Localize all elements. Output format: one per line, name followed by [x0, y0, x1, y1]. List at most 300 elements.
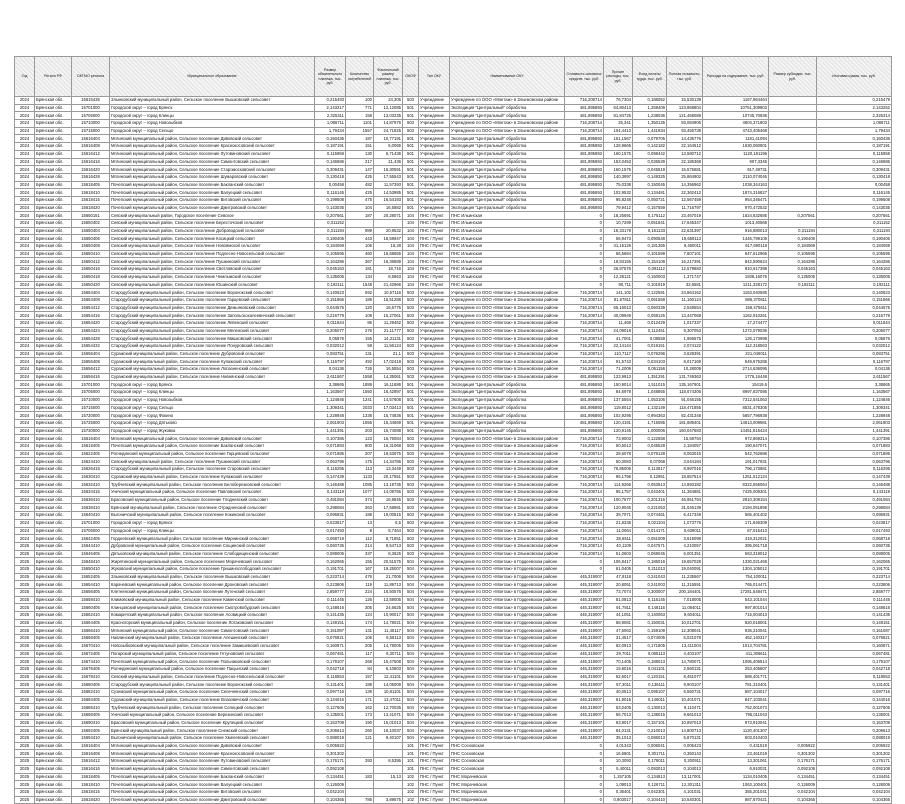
table-cell[interactable]: 2024	[15, 97, 35, 105]
table-cell[interactable]: 481,895893	[565, 112, 604, 120]
table-cell[interactable]: 716,208714	[565, 512, 604, 520]
table-row[interactable]	[15, 589, 892, 597]
table-cell[interactable]: 1077	[346, 489, 374, 497]
table-cell[interactable]: 7,018005	[667, 596, 703, 604]
table-cell[interactable]: Учреждение	[419, 727, 450, 735]
table-cell[interactable]: 15644410	[72, 542, 110, 550]
table-cell[interactable]: 2025	[15, 796, 35, 804]
table-cell[interactable]: Учреждение	[419, 97, 450, 105]
table-cell[interactable]: 481,895893	[565, 166, 604, 174]
table-cell[interactable]: 2025	[15, 650, 35, 658]
column-header[interactable]: ОКОФ	[403, 57, 419, 97]
table-cell[interactable]: Учреждение по ООО «Монтаж» в Злынковском районе	[450, 296, 565, 304]
table-cell[interactable]: 2110,074046	[703, 173, 769, 181]
table-cell[interactable]: Почепский муниципальный район, Сельское поселение Дмитровский сельсовет	[110, 796, 315, 804]
table-cell[interactable]: 716,208714	[565, 473, 604, 481]
table-cell[interactable]: 187	[346, 212, 374, 220]
table-cell[interactable]: 0,311152	[315, 220, 346, 228]
table-cell[interactable]: 9,307053	[667, 327, 703, 335]
table-cell[interactable]: 84,6978	[604, 389, 633, 397]
table-cell[interactable]: 1557	[346, 127, 374, 135]
table-cell[interactable]: 2024	[15, 358, 35, 366]
table-cell[interactable]: 190,647071	[703, 442, 769, 450]
table-cell[interactable]: 15672405	[72, 650, 110, 658]
table-cell[interactable]: 8,3625	[374, 550, 403, 558]
table-cell[interactable]: Клетнянский муниципальный район, Сельское поселение Лутенский сельсовет	[110, 589, 315, 597]
table-cell[interactable]: Брянская обл.	[35, 788, 72, 796]
table-cell[interactable]: 6,417349	[667, 512, 703, 520]
table-cell[interactable]: 13,03235	[374, 112, 403, 120]
table-cell[interactable]: Учреждение по ООО «Монтаж» в Злынковском районе	[450, 343, 565, 351]
table-cell[interactable]: 0,190406	[769, 235, 817, 243]
table-cell[interactable]: Брянская обл.	[35, 619, 72, 627]
table-cell[interactable]: 2025	[15, 704, 35, 712]
table-cell[interactable]: 503	[403, 296, 419, 304]
table-cell[interactable]: ПНС Ильинская	[450, 281, 565, 289]
table-cell[interactable]: 1167,964464	[703, 97, 769, 105]
table-cell[interactable]: 0,151087	[315, 627, 346, 635]
table-cell[interactable]: 126	[346, 596, 374, 604]
table-cell[interactable]: 2024	[15, 327, 35, 335]
table-cell[interactable]: 504	[403, 627, 419, 635]
table-cell[interactable]: Учреждение	[419, 496, 450, 504]
table-cell[interactable]: ПНС / Пункт	[419, 742, 450, 750]
table-cell[interactable]: 503	[403, 97, 419, 105]
table-cell[interactable]: Брянская обл.	[35, 496, 72, 504]
table-cell[interactable]: 0,111445	[817, 596, 892, 604]
table-cell[interactable]: ПНС / Пункт	[419, 281, 450, 289]
table-cell[interactable]: 2025	[15, 581, 35, 589]
table-cell[interactable]: 71,2009	[604, 366, 633, 374]
table-cell[interactable]	[769, 712, 817, 720]
table-cell[interactable]: 25,864902	[667, 173, 703, 181]
table-cell[interactable]: 7,607101	[667, 250, 703, 258]
table-cell[interactable]	[769, 373, 817, 381]
table-cell[interactable]: 76,85006	[604, 466, 633, 474]
table-cell[interactable]: 2,859777	[817, 589, 892, 597]
table-cell[interactable]: 0,069045	[633, 550, 667, 558]
table-cell[interactable]: 0,107386	[315, 435, 346, 443]
table-cell[interactable]: Брянская обл.	[35, 258, 72, 266]
table-cell[interactable]: Брянская обл.	[35, 681, 72, 689]
table-cell[interactable]: 0,065113	[633, 650, 667, 658]
table-cell[interactable]: 1,441391	[315, 427, 346, 435]
table-cell[interactable]: 158	[346, 112, 374, 120]
table-cell[interactable]: 0,005922	[769, 742, 817, 750]
table-cell[interactable]: 16,51288	[374, 296, 403, 304]
table-cell[interactable]: 0	[565, 281, 604, 289]
table-cell[interactable]: Брянская обл.	[35, 489, 72, 497]
table-cell[interactable]: Брянская обл.	[35, 604, 72, 612]
table-cell[interactable]: Мглинский муниципальный район, Сельское поселение Симонтовский сельсовет	[110, 765, 315, 773]
table-cell[interactable]: 0,074461	[633, 512, 667, 520]
table-cell[interactable]: 9,110471	[667, 704, 703, 712]
table-cell[interactable]: 0,098442	[633, 150, 667, 158]
table-cell[interactable]: Выгоничский муниципальный район, Сельское поселение Кокинский сельсовет	[110, 512, 315, 520]
table-cell[interactable]: 15638410	[72, 504, 110, 512]
table-row[interactable]	[15, 266, 892, 274]
table-cell[interactable]: 15,27061	[374, 312, 403, 320]
table-cell[interactable]: Стародубский муниципальный район, Сельское поселение Запольскохалеевичский сельсовет	[110, 312, 315, 320]
table-cell[interactable]: Брянская обл.	[35, 642, 72, 650]
table-cell[interactable]: Брянская обл.	[35, 304, 72, 312]
table-cell[interactable]: 15658410	[72, 596, 110, 604]
table-cell[interactable]: 0,199508	[817, 196, 892, 204]
table-cell[interactable]	[769, 189, 817, 197]
table-cell[interactable]	[769, 558, 817, 566]
table-cell[interactable]: 15654416	[72, 312, 110, 320]
table-cell[interactable]: 0,096931	[315, 512, 346, 520]
table-cell[interactable]: 1163,040585	[703, 289, 769, 297]
table-cell[interactable]: ПНС Ильинская	[450, 227, 565, 235]
table-cell[interactable]: 0,074005	[633, 635, 667, 643]
table-cell[interactable]: 0,176171	[315, 758, 346, 766]
table-cell[interactable]: 8322,556064	[703, 481, 769, 489]
table-cell[interactable]: Учреждение	[419, 573, 450, 581]
table-row[interactable]	[15, 773, 892, 781]
table-cell[interactable]: 0,093013	[633, 765, 667, 773]
table-cell[interactable]: 15720000	[72, 412, 110, 420]
table-cell[interactable]: 61,0405	[604, 565, 633, 573]
table-cell[interactable]: 8,30711	[374, 650, 403, 658]
table-cell[interactable]: 16,6775	[374, 304, 403, 312]
table-cell[interactable]: 0,350143	[667, 750, 703, 758]
table-cell[interactable]: 15674410	[72, 658, 110, 666]
table-cell[interactable]: 5,870131	[667, 735, 703, 743]
table-cell[interactable]	[769, 419, 817, 427]
table-cell[interactable]: Учреждение по ООО «Монтаж» в Гордеевском районе	[450, 596, 565, 604]
table-cell[interactable]: 445,319007	[565, 727, 604, 735]
table-cell[interactable]: 481,895893	[565, 204, 604, 212]
table-cell[interactable]: Экспедиция "Центральный" обработка	[450, 181, 565, 189]
table-cell[interactable]: 173	[346, 712, 374, 720]
table-cell[interactable]: Брянская обл.	[35, 558, 72, 566]
table-cell[interactable]: 147	[346, 166, 374, 174]
table-cell[interactable]: 1,956575	[667, 335, 703, 343]
table-cell[interactable]: 0,134481	[633, 189, 667, 197]
table-cell[interactable]: 16,28	[374, 243, 403, 251]
table-cell[interactable]: 504	[403, 596, 419, 604]
table-cell[interactable]: Суражский муниципальный район, Сельское поселение Нивнянский сельсовет	[110, 373, 315, 381]
table-cell[interactable]: ПНС Ильинская	[450, 258, 565, 266]
table-cell[interactable]: 481,895893	[565, 189, 604, 197]
table-cell[interactable]: 15725000	[72, 419, 110, 427]
table-cell[interactable]: 716,208714	[565, 97, 604, 105]
table-cell[interactable]: 2025	[15, 696, 35, 704]
table-cell[interactable]: 0,301302	[817, 750, 892, 758]
table-cell[interactable]: 2024	[15, 281, 35, 289]
table-row[interactable]	[15, 243, 892, 251]
table-cell[interactable]: 0,176171	[769, 758, 817, 766]
table-row[interactable]	[15, 143, 892, 151]
table-cell[interactable]: Учреждение по ООО «Монтаж» в Злынковском районе	[450, 535, 565, 543]
table-cell[interactable]	[769, 412, 817, 420]
table-cell[interactable]: 160,1575	[604, 166, 633, 174]
column-header[interactable]: Стоимость основных средств, тыс. руб.	[565, 57, 604, 97]
table-cell[interactable]: Брянская обл.	[35, 596, 72, 604]
table-cell[interactable]: 161,1567	[604, 135, 633, 143]
table-cell[interactable]: Учреждение	[419, 366, 450, 374]
table-cell[interactable]: 16,5882	[374, 204, 403, 212]
table-cell[interactable]: Злынковский муниципальный район, Сельское поселение Вышковский сельсовет	[110, 97, 315, 105]
table-cell[interactable]: 2024	[15, 404, 35, 412]
table-cell[interactable]: 15,575681	[667, 166, 703, 174]
table-cell[interactable]: 503	[403, 319, 419, 327]
table-cell[interactable]: 0,148616	[315, 604, 346, 612]
table-cell[interactable]: 104	[403, 273, 419, 281]
table-cell[interactable]: Брянская обл.	[35, 120, 72, 128]
table-cell[interactable]: 0,149151	[315, 619, 346, 627]
table-cell[interactable]: 716,208714	[565, 542, 604, 550]
table-cell[interactable]: 21,8335	[604, 519, 633, 527]
table-cell[interactable]: 617,690118	[703, 243, 769, 251]
table-cell[interactable]: 503	[403, 442, 419, 450]
table-cell[interactable]: 0,205077	[817, 327, 892, 335]
table-cell[interactable]: 2025	[15, 781, 35, 789]
table-cell[interactable]: 503	[403, 466, 419, 474]
table-cell[interactable]: 716,208714	[565, 327, 604, 335]
table-cell[interactable]: Учреждение	[419, 373, 450, 381]
table-cell[interactable]: Учреждение	[419, 719, 450, 727]
table-cell[interactable]: ПНС / Пункт	[419, 796, 450, 804]
table-cell[interactable]: 0	[565, 742, 604, 750]
table-cell[interactable]: Учреждение по ООО «Монтаж» в Гордеевском районе	[450, 658, 565, 666]
table-cell[interactable]: 716,208714	[565, 550, 604, 558]
table-cell[interactable]: 188	[346, 512, 374, 520]
table-cell[interactable]: 16,6801	[604, 750, 633, 758]
table-cell[interactable]: 24,71825	[374, 127, 403, 135]
table-row[interactable]	[15, 596, 892, 604]
column-header[interactable]: Фонд оплаты труда, тыс. руб.	[633, 57, 667, 97]
table-cell[interactable]: Учреждение	[419, 358, 450, 366]
table-cell[interactable]: 0,089005	[817, 550, 892, 558]
table-cell[interactable]: 120,9045	[604, 504, 633, 512]
table-cell[interactable]: 810,617398	[703, 266, 769, 274]
table-cell[interactable]: 1133	[346, 473, 374, 481]
table-cell[interactable]: 15654432	[72, 343, 110, 351]
table-cell[interactable]: 73,9003	[604, 435, 633, 443]
table-cell[interactable]: 15668405	[72, 635, 110, 643]
table-cell[interactable]: 0,059125	[633, 312, 667, 320]
table-cell[interactable]: 443	[346, 235, 374, 243]
table-cell[interactable]: 0,089005	[315, 550, 346, 558]
table-cell[interactable]: Брянская обл.	[35, 150, 72, 158]
table-cell[interactable]: 0,105595	[315, 250, 346, 258]
table-row[interactable]	[15, 735, 892, 743]
table-cell[interactable]: 21,7006	[374, 573, 403, 581]
table-cell[interactable]: 17,03413	[374, 404, 403, 412]
table-cell[interactable]: 0,083751	[817, 350, 892, 358]
table-cell[interactable]: 22,14144	[604, 343, 633, 351]
table-row[interactable]	[15, 220, 892, 228]
table-cell[interactable]: 0,223714	[817, 573, 892, 581]
table-cell[interactable]: 24,09018	[604, 327, 633, 335]
table-row[interactable]	[15, 442, 892, 450]
table-cell[interactable]: Брянская обл.	[35, 712, 72, 720]
table-cell[interactable]: 0,116295	[315, 466, 346, 474]
table-cell[interactable]: 123,9913	[604, 373, 633, 381]
table-cell[interactable]: 214	[346, 542, 374, 550]
table-cell[interactable]: 14,780071	[667, 658, 703, 666]
table-cell[interactable]: Стародубский муниципальный район, Сельское поселение Гарцевский сельсовет	[110, 296, 315, 304]
table-cell[interactable]: 90,711	[604, 281, 633, 289]
table-cell[interactable]: Учреждение	[419, 650, 450, 658]
table-cell[interactable]: 501	[403, 381, 419, 389]
table-cell[interactable]: Экспедиция "Центральный" обработка	[450, 396, 565, 404]
table-cell[interactable]: 0,206613	[817, 727, 892, 735]
table-cell[interactable]: 1,79434	[315, 127, 346, 135]
table-cell[interactable]: 47,5063	[604, 627, 633, 635]
table-cell[interactable]: 2024	[15, 527, 35, 535]
table-cell[interactable]: 17,02418	[374, 358, 403, 366]
table-cell[interactable]: 0,122591	[633, 289, 667, 297]
table-cell[interactable]: 972,869314	[703, 435, 769, 443]
table-cell[interactable]: 2024	[15, 512, 35, 520]
table-cell[interactable]: 38,6511	[604, 535, 633, 543]
table-cell[interactable]: 14,35061	[374, 373, 403, 381]
table-cell[interactable]: 2025	[15, 604, 35, 612]
table-cell[interactable]: 2024	[15, 243, 35, 251]
table-cell[interactable]: 217	[346, 158, 374, 166]
table-cell[interactable]: 0,067481	[315, 650, 346, 658]
table-cell[interactable]: 110,7117	[604, 350, 633, 358]
table-cell[interactable]: Учреждение	[419, 135, 450, 143]
table-cell[interactable]: Брянская обл.	[35, 442, 72, 450]
table-cell[interactable]: Учреждение по ООО «Монтаж» в Злынковском районе	[450, 127, 565, 135]
table-cell[interactable]: 207	[346, 450, 374, 458]
table-cell[interactable]: Учреждение	[419, 143, 450, 151]
table-cell[interactable]: Учреждение по ООО «Монтаж» в Гордеевском районе	[450, 727, 565, 735]
table-cell[interactable]	[346, 788, 374, 796]
table-cell[interactable]: 0,105595	[817, 250, 892, 258]
table-cell[interactable]: 2024	[15, 350, 35, 358]
table-cell[interactable]: 0,150031	[633, 619, 667, 627]
table-cell[interactable]	[769, 127, 817, 135]
table-cell[interactable]: 1162,910261	[703, 312, 769, 320]
table-cell[interactable]: 2033	[346, 404, 374, 412]
table-cell[interactable]: Брянская обл.	[35, 104, 72, 112]
table-cell[interactable]: 0	[565, 250, 604, 258]
table-cell[interactable]: 2025	[15, 688, 35, 696]
table-cell[interactable]: 15650412	[72, 258, 110, 266]
table-cell[interactable]: 0,126009	[315, 781, 346, 789]
table-cell[interactable]	[769, 535, 817, 543]
table-cell[interactable]: Учреждение по ООО «Монтаж» в Злынковском районе	[450, 442, 565, 450]
table-cell[interactable]: 1,053106	[633, 396, 667, 404]
table-cell[interactable]: 0,162065	[315, 558, 346, 566]
table-cell[interactable]: 0	[565, 781, 604, 789]
table-cell[interactable]	[769, 304, 817, 312]
table-cell[interactable]: 0,014171	[633, 527, 667, 535]
table-cell[interactable]: 2024	[15, 366, 35, 374]
table-cell[interactable]: 23,461019	[703, 750, 769, 758]
table-cell[interactable]: 2024	[15, 535, 35, 543]
table-cell[interactable]: 0,150436	[817, 135, 892, 143]
table-cell[interactable]: 0	[565, 773, 604, 781]
table-cell[interactable]: 1,073775	[667, 519, 703, 527]
table-row[interactable]	[15, 235, 892, 243]
table-cell[interactable]: 0,116295	[817, 466, 892, 474]
table-row[interactable]	[15, 173, 892, 181]
table-cell[interactable]: 2024	[15, 289, 35, 297]
table-cell[interactable]: 716,208714	[565, 296, 604, 304]
table-cell[interactable]: Брянская обл.	[35, 635, 72, 643]
table-row[interactable]	[15, 250, 892, 258]
table-cell[interactable]: Экспедиция "Центральный" обработка	[450, 427, 565, 435]
column-header[interactable]: Тип ОКУ	[419, 57, 450, 97]
table-cell[interactable]: Стародубский муниципальный район, Сельское поселение Меленский сельсовет	[110, 327, 315, 335]
table-cell[interactable]: Учреждение	[419, 504, 450, 512]
table-cell[interactable]: 200,184401	[667, 589, 703, 597]
table-row[interactable]	[15, 519, 892, 527]
table-row[interactable]	[15, 112, 892, 120]
table-cell[interactable]: 0,086013	[633, 735, 667, 743]
table-cell[interactable]: 14,09765	[374, 489, 403, 497]
table-cell[interactable]: 10,81101	[374, 688, 403, 696]
table-cell[interactable]: Брянская обл.	[35, 281, 72, 289]
table-cell[interactable]: Брянская обл.	[35, 696, 72, 704]
table-cell[interactable]: 0,042104	[315, 788, 346, 796]
table-cell[interactable]: 0,116145	[633, 596, 667, 604]
table-cell[interactable]: 481,895893	[565, 381, 604, 389]
table-cell[interactable]: 0,079128	[633, 450, 667, 458]
table-cell[interactable]: 0,12951	[633, 473, 667, 481]
table-cell[interactable]	[769, 642, 817, 650]
table-cell[interactable]: 2024	[15, 412, 35, 420]
table-cell[interactable]: 13,41071	[374, 712, 403, 720]
table-cell[interactable]: Севский муниципальный район, Сельское поселение Пушкинский сельсовет	[110, 458, 315, 466]
table-cell[interactable]: 2024	[15, 450, 35, 458]
table-cell[interactable]: 188	[346, 681, 374, 689]
table-cell[interactable]: 503	[403, 527, 419, 535]
table-cell[interactable]: Учреждение	[419, 327, 450, 335]
table-cell[interactable]: 2,143217	[315, 104, 346, 112]
table-row[interactable]	[15, 565, 892, 573]
table-cell[interactable]: 363	[346, 504, 374, 512]
table-cell[interactable]: 12,70035	[374, 704, 403, 712]
table-cell[interactable]: Учреждение	[419, 681, 450, 689]
table-cell[interactable]: Учреждение	[419, 296, 450, 304]
table-cell[interactable]: 16,9845	[374, 496, 403, 504]
table-cell[interactable]	[769, 612, 817, 620]
table-cell[interactable]: 503	[403, 504, 419, 512]
table-cell[interactable]: Брянская обл.	[35, 688, 72, 696]
table-cell[interactable]: 20,28071	[374, 212, 403, 220]
table-cell[interactable]: Брянская обл.	[35, 512, 72, 520]
table-cell[interactable]: 1013,704781	[703, 642, 769, 650]
table-cell[interactable]: 0,186016	[633, 558, 667, 566]
table-cell[interactable]: 504	[403, 658, 419, 666]
table-row[interactable]	[15, 619, 892, 627]
table-cell[interactable]: 2025	[15, 758, 35, 766]
table-cell[interactable]: 716,208714	[565, 489, 604, 497]
table-cell[interactable]: 503	[403, 489, 419, 497]
table-cell[interactable]: 820,018001	[703, 619, 769, 627]
table-cell[interactable]: Экспедиция "Центральный" обработка	[450, 204, 565, 212]
table-cell[interactable]: 2025	[15, 642, 35, 650]
table-cell[interactable]	[769, 542, 817, 550]
column-header[interactable]: Год	[15, 57, 35, 97]
table-cell[interactable]: 460	[346, 250, 374, 258]
table-cell[interactable]: 0,190406	[817, 235, 892, 243]
table-cell[interactable]: 0,111445	[315, 596, 346, 604]
table-cell[interactable]: 16,30591	[374, 166, 403, 174]
table-cell[interactable]: 445,319007	[565, 712, 604, 720]
table-cell[interactable]: Брянская обл.	[35, 719, 72, 727]
table-cell[interactable]: 19,53075	[374, 450, 403, 458]
table-cell[interactable]: 0,044575	[817, 304, 892, 312]
table-cell[interactable]: Учреждение по ООО «Монтаж» в Злынковском районе	[450, 97, 565, 105]
